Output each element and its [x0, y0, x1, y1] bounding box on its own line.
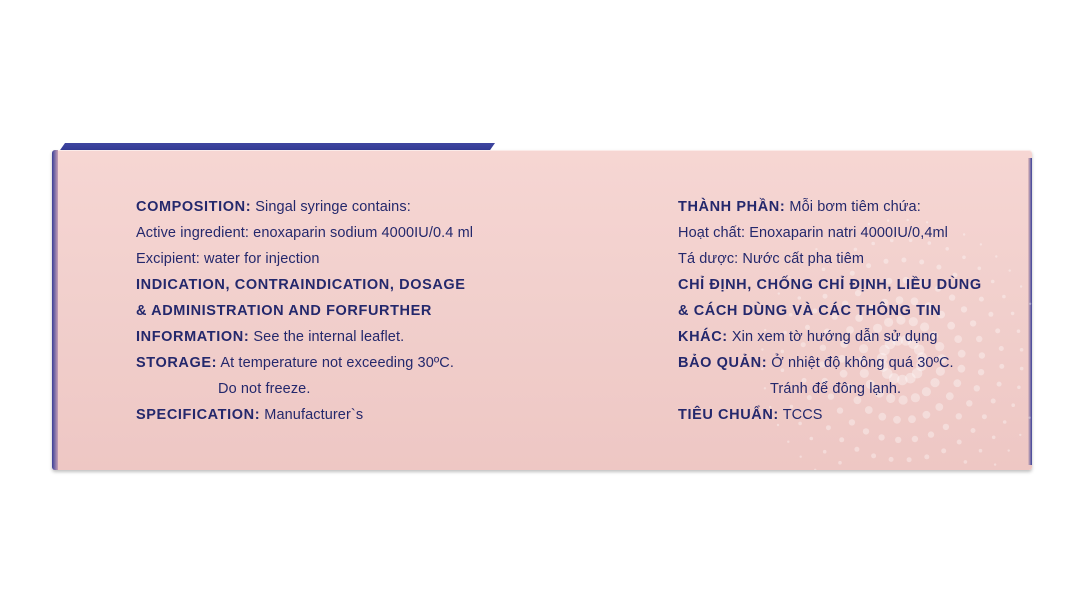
english-label-text — [136, 194, 596, 428]
pattern-dot — [854, 447, 859, 452]
pattern-dot — [912, 436, 918, 442]
pattern-dot — [907, 457, 912, 462]
bao-quan-text: Ở nhiệt độ không quá 30ºC. — [767, 355, 954, 371]
pattern-dot — [1020, 367, 1024, 371]
storage-line — [136, 350, 596, 376]
box-left-edge — [52, 150, 58, 470]
ta-duoc-line: Tá dược: Nước cất pha tiêm — [678, 251, 865, 267]
khac-text: Xin xem tờ hướng dẫn sử dụng — [727, 329, 938, 345]
pattern-dot — [994, 463, 996, 465]
pattern-dot — [971, 428, 976, 433]
pattern-dot — [787, 441, 789, 443]
bao-quan-line-2: Tránh để đông lạnh. — [770, 381, 902, 397]
pattern-dot — [1020, 285, 1022, 287]
pattern-dot — [839, 437, 844, 442]
information-line — [136, 324, 596, 350]
composition-text: Singal syringe contains: — [251, 199, 411, 215]
pattern-dot — [823, 450, 827, 454]
pattern-dot — [924, 454, 929, 459]
storage-text: At temperature not exceeding 30ºC. — [217, 355, 454, 371]
vietnamese-label-text — [678, 194, 1018, 428]
information-text: See the internal leaflet. — [249, 329, 405, 345]
specification-text: Manufacturer`s — [260, 407, 364, 423]
specification-line — [136, 402, 596, 428]
bao-quan-label: BẢO QUẢN: — [678, 355, 768, 371]
composition-line — [136, 194, 596, 220]
tieu-chuan-label: TIÊU CHUẨN: — [678, 407, 779, 423]
information-label: INFORMATION: — [136, 329, 250, 345]
active-ingredient-line: Active ingredient: enoxaparin sodium 4000IU/0.4 ml — [136, 225, 474, 241]
pattern-dot — [964, 460, 968, 464]
khac-line — [678, 324, 1018, 350]
pattern-dot — [800, 456, 802, 458]
excipient-line: Excipient: water for injection — [136, 251, 320, 267]
pattern-dot — [1028, 417, 1030, 419]
composition-label: COMPOSITION: — [136, 199, 252, 215]
pattern-dot — [810, 437, 814, 441]
tieu-chuan-line — [678, 402, 1018, 428]
thanh-phan-line — [678, 194, 1018, 220]
tieu-chuan-text: TCCS — [778, 407, 823, 423]
indication-heading-line-2: & ADMINISTRATION AND FORFURTHER — [136, 303, 432, 319]
pattern-dot — [878, 434, 884, 440]
hoat-chat-line: Hoạt chất: Enoxaparin natri 4000IU/0,4ml — [678, 225, 948, 241]
pattern-dot — [1019, 434, 1021, 436]
pattern-dot — [889, 457, 894, 462]
pattern-dot — [992, 436, 996, 440]
thanh-phan-text: Mỗi bơm tiêm chứa: — [785, 199, 921, 215]
pattern-dot — [814, 469, 816, 470]
pattern-dot — [863, 428, 869, 434]
thanh-phan-label: THÀNH PHẦN: — [678, 199, 786, 215]
pattern-dot — [928, 431, 934, 437]
medicine-box-side-panel — [52, 150, 1032, 470]
chi-dinh-heading-line-1: CHỈ ĐỊNH, CHỐNG CHỈ ĐỊNH, LIỀU DÙNG — [678, 277, 982, 293]
pattern-dot — [1020, 348, 1024, 352]
pattern-dot — [941, 448, 946, 453]
khac-label: KHÁC: — [678, 329, 728, 345]
bao-quan-line — [678, 350, 1018, 376]
pattern-dot — [871, 453, 876, 458]
pattern-dot — [895, 437, 901, 443]
chi-dinh-heading-line-2: & CÁCH DÙNG VÀ CÁC THÔNG TIN — [678, 303, 942, 319]
pattern-dot — [979, 449, 983, 453]
pattern-dot — [1029, 303, 1031, 305]
pattern-dot — [1008, 449, 1010, 451]
specification-label: SPECIFICATION: — [136, 407, 261, 423]
storage-label: STORAGE: — [136, 355, 218, 371]
pattern-dot — [957, 440, 962, 445]
indication-heading-line-1: INDICATION, CONTRAINDICATION, DOSAGE — [136, 277, 466, 293]
storage-line-2: Do not freeze. — [218, 381, 311, 397]
pattern-dot — [838, 461, 842, 465]
